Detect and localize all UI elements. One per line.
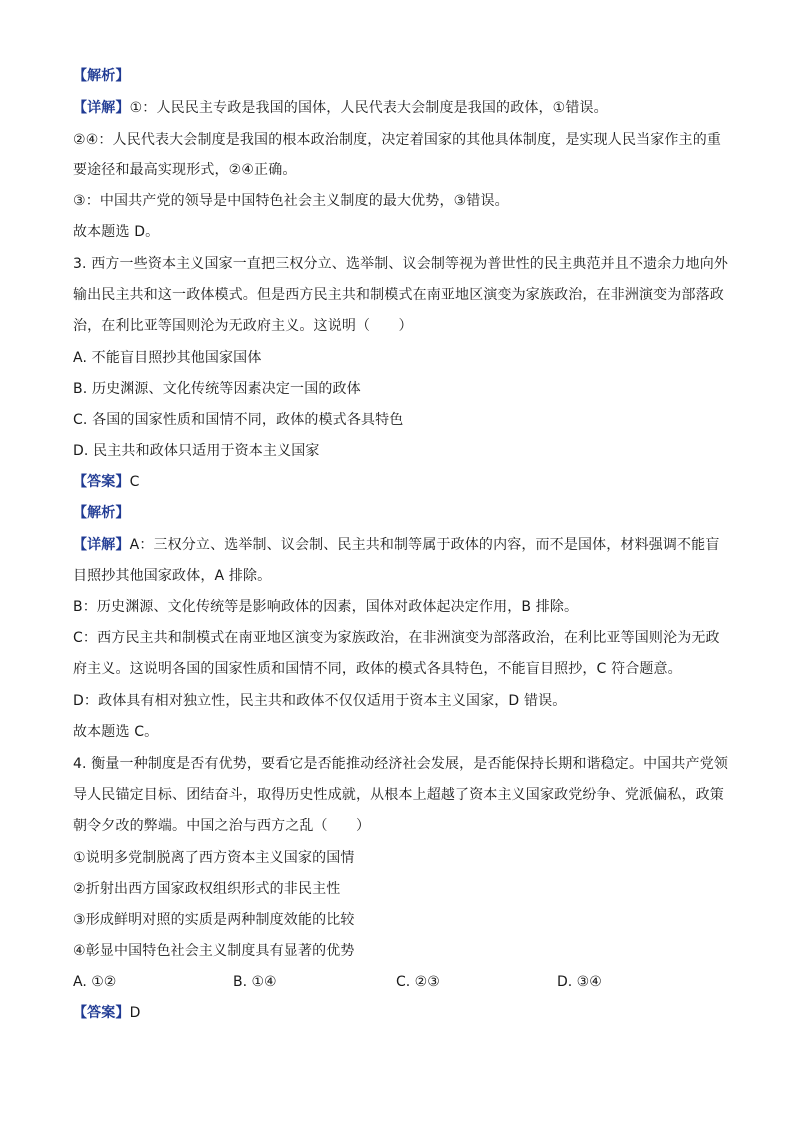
q3-detail-line-3: B：历史渊源、文化传统等是影响政体的因素，国体对政体起决定作用，B 排除。: [73, 599, 579, 615]
q4-stem-line-1: 4. 衡量一种制度是否有优势，要看它是否能推动经济社会发展，是否能保持长期和谐稳定。中国共产党领: [73, 756, 729, 772]
q4-statement-2: ②折射出西方国家政权组织形式的非民主性: [73, 881, 341, 897]
q3-analysis-heading: [73, 503, 733, 523]
q3-detail-a1-text: A：三权分立、选举制、议会制、民主共和制等属于政体的内容，而不是国体，材料强调不能盲: [129, 537, 720, 553]
q4-option-d: D. ③④: [557, 974, 602, 990]
q2-detail-line-4: ③：中国共产党的领导是中国特色社会主义制度的最大优势，③错误。: [73, 193, 509, 209]
q2-analysis-heading: [73, 66, 733, 86]
q4-answer-value: D: [129, 1005, 141, 1021]
analysis-tag: 【解析】: [73, 68, 130, 84]
q3-stem-line-3: 治，在利比亚等国则沦为无政府主义。这说明（ ）: [73, 318, 413, 334]
answer-tag: 【答案】: [73, 474, 130, 490]
q4-statement-1: ①说明多党制脱离了西方资本主义国家的国情: [73, 850, 355, 866]
q3-detail-line-1: [73, 535, 733, 555]
q3-option-b: B. 历史渊源、文化传统等因素决定一国的政体: [73, 381, 361, 397]
q3-conclusion: 故本题选 C。: [73, 724, 159, 740]
q2-detail-line-2: ②④：人民代表大会制度是我国的根本政治制度，决定着国家的其他具体制度，是实现人民当家作主的重: [73, 132, 721, 148]
q3-detail-line-4: C：西方民主共和制模式在南亚地区演变为家族政治，在非洲演变为部落政治，在利比亚等国则沦为无政: [73, 630, 720, 646]
q4-statement-4: ④彰显中国特色社会主义制度具有显著的优势: [73, 943, 355, 959]
q3-detail-line-5: 府主义。这说明各国的国家性质和国情不同，政体的模式各具特色，不能盲目照抄，C 符合题意。: [73, 661, 682, 677]
detail-tag: 【详解】: [73, 537, 130, 553]
q4-option-c: C. ②③: [396, 974, 440, 990]
q3-option-d: D. 民主共和政体只适用于资本主义国家: [73, 443, 320, 459]
analysis-tag: 【解析】: [73, 505, 130, 521]
q3-stem-line-1: 3. 西方一些资本主义国家一直把三权分立、选举制、议会制等视为普世性的民主典范并且不遗余力地向外: [73, 256, 729, 272]
q2-detail-line-3: 要途径和最高实现形式，②④正确。: [73, 162, 297, 178]
q2-detail-1-text: ①：人民民主专政是我国的国体，人民代表大会制度是我国的政体，①错误。: [129, 100, 608, 116]
q4-option-b: B. ①④: [233, 974, 277, 990]
answer-tag: 【答案】: [73, 1005, 130, 1021]
detail-tag: 【详解】: [73, 100, 130, 116]
q4-stem-line-2: 导人民锚定目标、团结奋斗，取得历史性成就，从根本上超越了资本主义国家政党纷争、党派偏私，政策: [73, 787, 724, 803]
q3-detail-line-6: D：政体具有相对独立性，民主共和政体不仅仅适用于资本主义国家，D 错误。: [73, 693, 567, 709]
q4-statement-3: ③形成鲜明对照的实质是两种制度效能的比较: [73, 912, 355, 928]
q3-option-a: A. 不能盲目照抄其他国家国体: [73, 350, 262, 366]
q3-option-c: C. 各国的国家性质和国情不同，政体的模式各具特色: [73, 412, 404, 428]
q2-conclusion: 故本题选 D。: [73, 224, 160, 240]
q4-stem-line-3: 朝令夕改的弊端。中国之治与西方之乱（ ）: [73, 818, 371, 834]
q4-option-a: A. ①②: [73, 974, 117, 990]
q4-answer: [73, 1003, 733, 1023]
q3-answer: [73, 472, 733, 492]
q2-detail-line-1: [73, 98, 733, 118]
q3-detail-line-2: 目照抄其他国家政体，A 排除。: [73, 568, 272, 584]
q3-answer-value: C: [129, 474, 140, 490]
q3-stem-line-2: 输出民主共和这一政体模式。但是西方民主共和制模式在南亚地区演变为家族政治，在非洲演变为部落政: [73, 287, 724, 303]
